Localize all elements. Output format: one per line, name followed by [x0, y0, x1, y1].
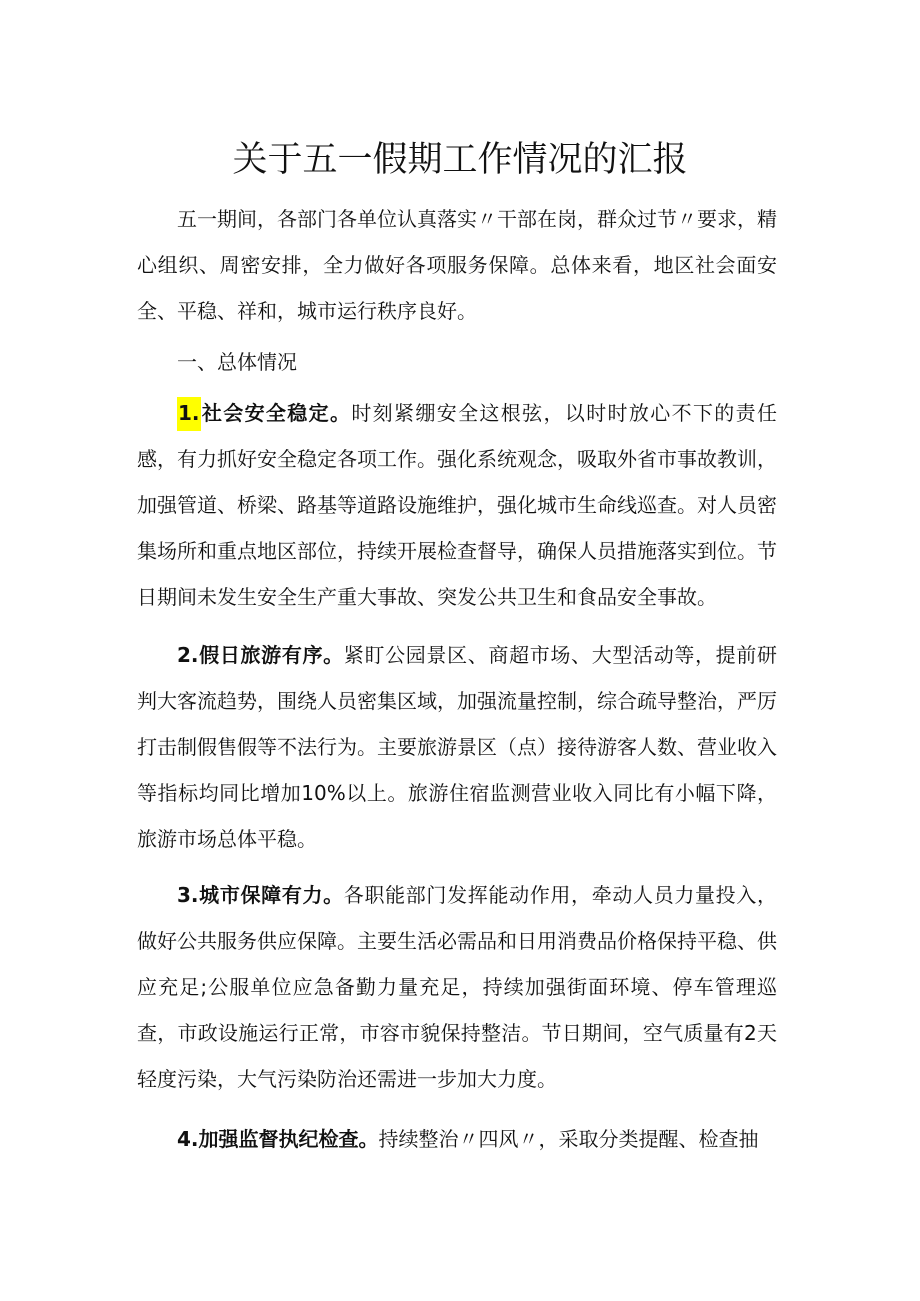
item-number-3: 3	[177, 883, 191, 907]
item-paragraph-3	[137, 872, 777, 1102]
document-title: 关于五一假期工作情况的汇报	[232, 140, 688, 180]
item-body-4: 持续整治〃四风〃，采取分类提醒、检查抽	[378, 1127, 759, 1151]
section-heading: 一、总体情况	[177, 350, 297, 374]
item-number-1-highlight: 1.	[177, 397, 201, 431]
item-body-3: 各职能部门发挥能动作用，牵动人员力量投入，做好公共服务供应保障。主要生活必需品和日用消费品价格保持平稳、供应充足;公服单位应急备勤力量充足，持续加强街面环境、停车管理巡查，市政设施运行正常，市容市貌保持整洁。节日期间，空气质量有2天轻度污染，大气污染防治还需进一步加大力度。	[137, 883, 777, 1091]
item-lead-3: .城市保障有力。	[190, 883, 344, 907]
intro-paragraph: 五一期间，各部门各单位认真落实〃干部在岗，群众过节〃要求，精心组织、周密安排，全力做好各项服务保障。总体来看，地区社会面安全、平稳、祥和，城市运行秩序良好。	[137, 207, 777, 323]
item-body-1: 时刻紧绷安全这根弦，以时时放心不下的责任感，有力抓好安全稳定各项工作。强化系统观念，吸取外省市事故教训，加强管道、桥梁、路基等道路设施维护，强化城市生命线巡查。对人员密集场所和重点地区部位，持续开展检查督导，确保人员措施落实到位。节日期间未发生安全生产重大事故、突发公共卫生和食品安全事故。	[137, 401, 778, 609]
item-number-4: 4	[177, 1127, 191, 1151]
item-paragraph-1	[137, 390, 777, 620]
item-paragraph-2	[137, 632, 777, 862]
item-body-2: 紧盯公园景区、商超市场、大型活动等，提前研判大客流趋势，围绕人员密集区域，加强流量控制，综合疏导整治，严厉打击制假售假等不法行为。主要旅游景区（点）接待游客人数、营业收入等指标均同比增加10%以上。旅游住宿监测营业收入同比有小幅下降，旅游市场总体平稳。	[137, 643, 777, 851]
item-lead-1: 社会安全稳定。	[200, 401, 352, 425]
item-paragraph-4	[137, 1116, 777, 1162]
item-number-2: 2	[177, 643, 191, 667]
item-lead-2: .假日旅游有序。	[190, 643, 344, 667]
item-lead-4: .加强监督执纪检查。	[190, 1127, 379, 1151]
